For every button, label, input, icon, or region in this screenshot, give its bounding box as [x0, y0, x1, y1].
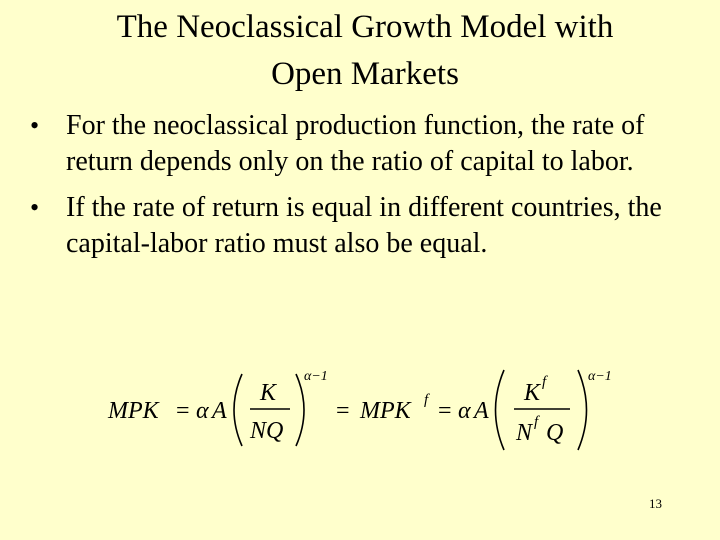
equation-figure	[104, 360, 624, 452]
bullet-item	[30, 108, 670, 180]
title-line-2: Open Markets	[271, 56, 459, 92]
right-paren-2	[578, 370, 587, 450]
bullet-text: If the rate of return is equal in different countries, the capital-labor ratio must also be equal.	[66, 192, 662, 259]
eq-numerator-1: K	[260, 380, 277, 406]
slide-title	[20, 4, 710, 98]
eq-numerator-2-superscript: f	[542, 374, 547, 390]
mpk-equation	[104, 360, 624, 452]
eq-a-2: A	[474, 398, 489, 424]
eq-lhs: MPK	[108, 398, 159, 424]
eq-equals-3: =	[438, 398, 452, 424]
left-paren-1	[234, 374, 242, 446]
title-line-1: The Neoclassical Growth Model with	[116, 9, 614, 45]
eq-numerator-2: K	[524, 380, 541, 406]
bullet-list	[30, 108, 670, 272]
eq-a-1: A	[212, 398, 227, 424]
eq-alpha-1: α	[196, 398, 209, 424]
left-paren-2	[496, 370, 505, 450]
eq-denominator-2-n: N	[516, 420, 533, 446]
eq-denominator-2-q: Q	[546, 420, 564, 446]
eq-equals-2: =	[336, 398, 350, 424]
eq-alpha-2: α	[458, 398, 471, 424]
eq-exponent-1: α−1	[304, 369, 328, 384]
eq-exponent-2: α−1	[588, 369, 612, 384]
eq-denominator-2-superscript: f	[534, 414, 539, 430]
right-paren-1	[296, 374, 304, 446]
eq-mid-superscript: f	[424, 392, 429, 408]
bullet-item	[30, 190, 670, 262]
eq-denominator-1: NQ	[250, 418, 284, 444]
bullet-icon: •	[30, 111, 40, 140]
eq-mid: MPK	[360, 398, 411, 424]
page-number: 13	[649, 496, 662, 511]
eq-equals-1: =	[176, 398, 190, 424]
bullet-icon: •	[30, 193, 40, 222]
bullet-text: For the neoclassical production function, the rate of return depends only on the ratio of capital to labor.	[66, 110, 645, 177]
